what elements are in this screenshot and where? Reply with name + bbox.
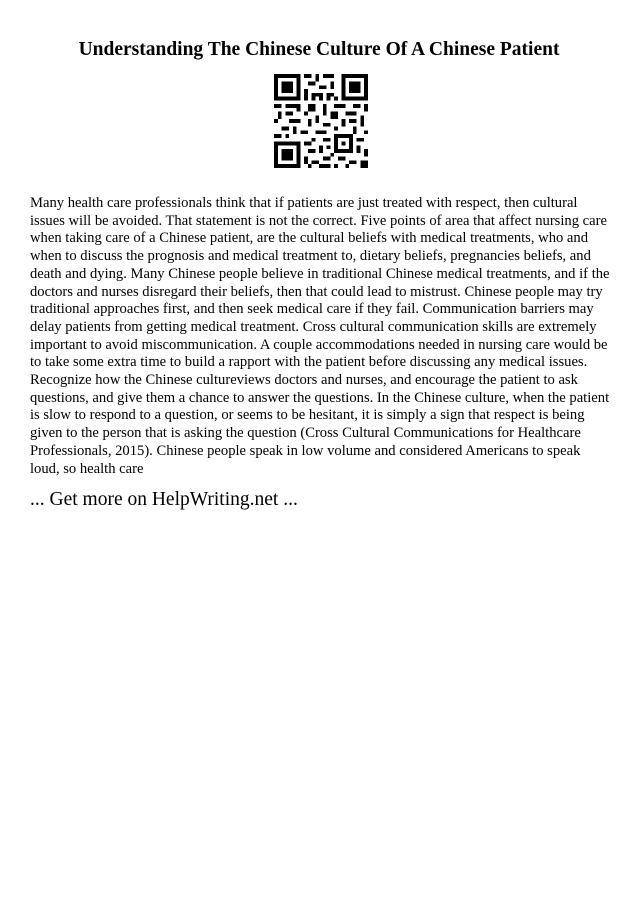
qr-code-graphic [274,74,368,168]
qr-code-icon [274,74,368,168]
document-title: Understanding The Chinese Culture Of A Chinese Patient [78,39,560,60]
document-body: Many health care professionals think that if patients are just treated with respect, then cultural issues will be avoided. That statement is not the correct. Five points of area that affect nursing care when taking care of a Chinese patient, are the cultural beliefs with medical treatments, who and when to discuss the prognosis and medical treatment to, dietary beliefs, pregnancies beliefs, and death and dying. Many Chinese people believe in traditional Chinese medical treatments, and if the doctors and nurses disregard their beliefs, then that could lead to mistrust. Chinese people may try traditional approaches first, and then seek medical care if they fail. Communication barriers may delay patients from getting medical treatment. Cross cultural communication skills are extremely important to avoid miscommunication. A couple accommodations needed in nursing care would be to take some extra time to build a rapport with the patient before discussing any medical issues. Recognize how the Chinese cultureviews doctors and nurses, and encourage the patient to ask questions, and give them a chance to answer the questions. In the Chinese culture, when the patient is slow to respond to a question, or seems to be hesitant, it is simply a sign that respect is being given to the person that is asking the question (Cross Cultural Communications for Healthcare Professionals, 2015). Chinese people speak in low volume and considered Americans to speak loud, so health care [30,195,610,477]
get-more-link[interactable]: ... Get more on HelpWriting.net ... [30,489,298,510]
